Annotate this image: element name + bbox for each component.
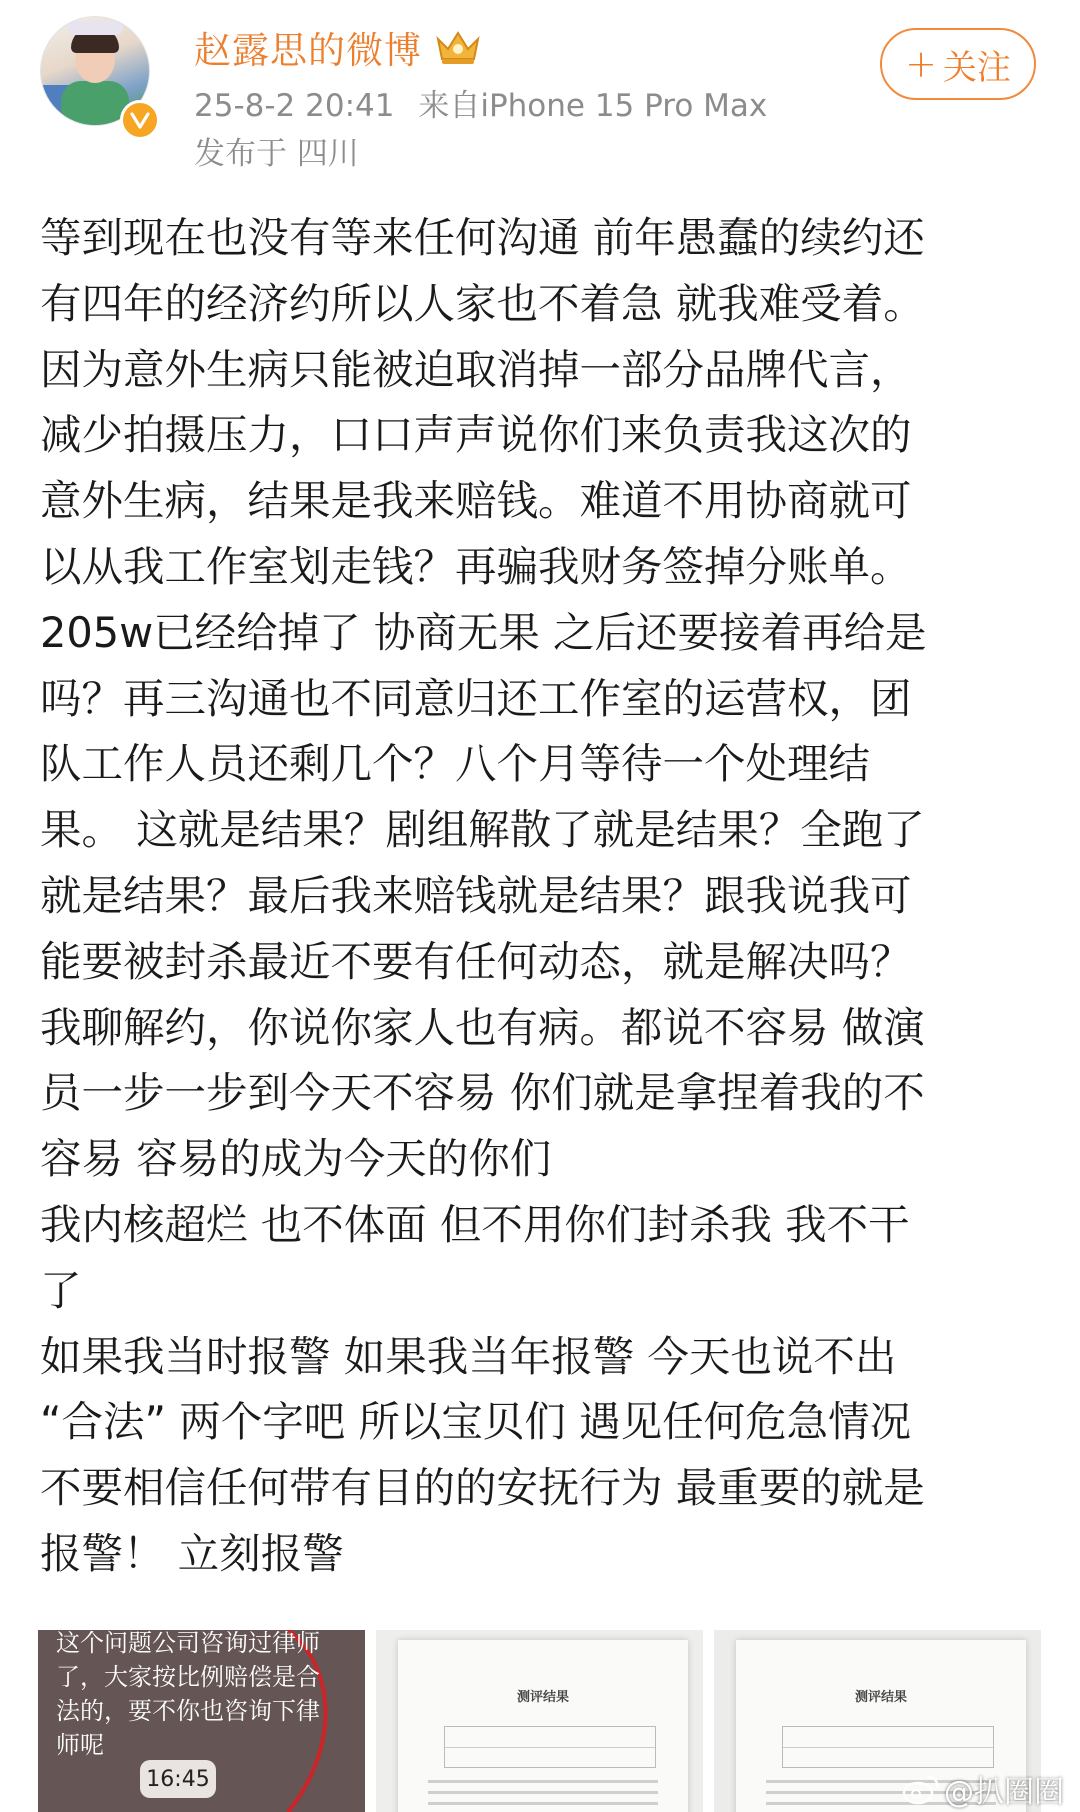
verified-v-icon bbox=[120, 100, 160, 140]
post-line: 容易 容易的成为今天的你们 bbox=[40, 1134, 552, 1184]
post-line: 有四年的经济约所以人家也不着急 就我难受着。 bbox=[40, 278, 925, 328]
post-location: 发布于 四川 bbox=[194, 136, 359, 172]
chat-line: 了，大家按比例赔偿是合 bbox=[56, 1663, 320, 1691]
post-line: 意外生病，结果是我来赔钱。难道不用协商就可 bbox=[40, 476, 912, 526]
plus-icon: + bbox=[905, 42, 937, 86]
watermark-text: @扒圈圈 bbox=[944, 1775, 1064, 1810]
post-line: 果。 这就是结果？剧组解散了就是结果？全跑了 bbox=[40, 805, 925, 855]
document-table bbox=[444, 1726, 656, 1768]
post-line: 报警！ 立刻报警 bbox=[40, 1528, 344, 1578]
post-line: 吗？再三沟通也不同意归还工作室的运营权，团 bbox=[40, 673, 912, 723]
post-line: 减少拍摄压力，口口声声说你们来负责我这次的 bbox=[40, 410, 912, 460]
post-header bbox=[0, 0, 1080, 190]
image-thumbnail-chat[interactable] bbox=[38, 1630, 365, 1812]
image-grid bbox=[38, 1630, 1042, 1812]
chat-line: 这个问题公司咨询过律师 bbox=[56, 1630, 320, 1657]
chat-message bbox=[56, 1630, 356, 1762]
post-line: 我内核超烂 也不体面 但不用你们封杀我 我不干 bbox=[40, 1199, 910, 1249]
post-line: 就是结果？最后我来赔钱就是结果？跟我说我可 bbox=[40, 870, 912, 920]
follow-label: 关注 bbox=[942, 47, 1011, 88]
crown-member-icon[interactable] bbox=[432, 27, 484, 67]
avatar[interactable] bbox=[40, 16, 148, 124]
post-line: 等到现在也没有等来任何沟通 前年愚蠢的续约还 bbox=[40, 213, 925, 262]
post-line: 205w已经给掉了 协商无果 之后还要接着再给是 bbox=[40, 607, 927, 657]
document-text-lines bbox=[428, 1780, 658, 1812]
post-source: 来自iPhone 15 Pro Max bbox=[418, 88, 768, 124]
post-line: 以从我工作室划走钱？再骗我财务签掉分账单。 bbox=[40, 541, 912, 591]
post-line: 如果我当时报警 如果我当年报警 今天也说不出 bbox=[40, 1331, 897, 1381]
post-meta bbox=[194, 86, 767, 126]
post-line: 队工作人员还剩几个？八个月等待一个处理结 bbox=[40, 739, 871, 789]
chat-line: 法的，要不你也咨询下律 bbox=[56, 1697, 320, 1725]
post-line: “合法” 两个字吧 所以宝贝们 遇见任何危急情况 bbox=[40, 1397, 912, 1447]
user-name[interactable]: 赵露思的微博 bbox=[194, 29, 422, 72]
post-line: 能要被封杀最近不要有任何动态，就是解决吗？ bbox=[40, 936, 912, 986]
post-line: 员一步一步到今天不容易 你们就是拿捏着我的不 bbox=[40, 1068, 925, 1118]
document-title: 测评结果 bbox=[516, 1690, 569, 1705]
chat-line: 师呢 bbox=[56, 1731, 104, 1759]
weibo-logo-icon bbox=[902, 1773, 940, 1805]
document-page bbox=[398, 1640, 688, 1812]
image-thumbnail-document[interactable] bbox=[376, 1630, 703, 1812]
post-line: 因为意外生病只能被迫取消掉一部分品牌代言， bbox=[40, 344, 912, 394]
post-line: 我聊解约，你说你家人也有病。都说不容易 做演 bbox=[40, 1002, 925, 1052]
post-line: 不要相信任何带有目的的安抚行为 最重要的就是 bbox=[40, 1463, 925, 1513]
watermark bbox=[902, 1770, 1064, 1808]
follow-button[interactable] bbox=[880, 28, 1036, 100]
post-time: 25-8-2 20:41 bbox=[194, 88, 395, 124]
post-line: 了 bbox=[40, 1265, 82, 1315]
name-row bbox=[194, 22, 484, 72]
chat-time: 16:45 bbox=[140, 1760, 216, 1798]
document-table bbox=[782, 1726, 994, 1768]
document-title: 测评结果 bbox=[854, 1690, 907, 1705]
post-text bbox=[40, 205, 1050, 1587]
